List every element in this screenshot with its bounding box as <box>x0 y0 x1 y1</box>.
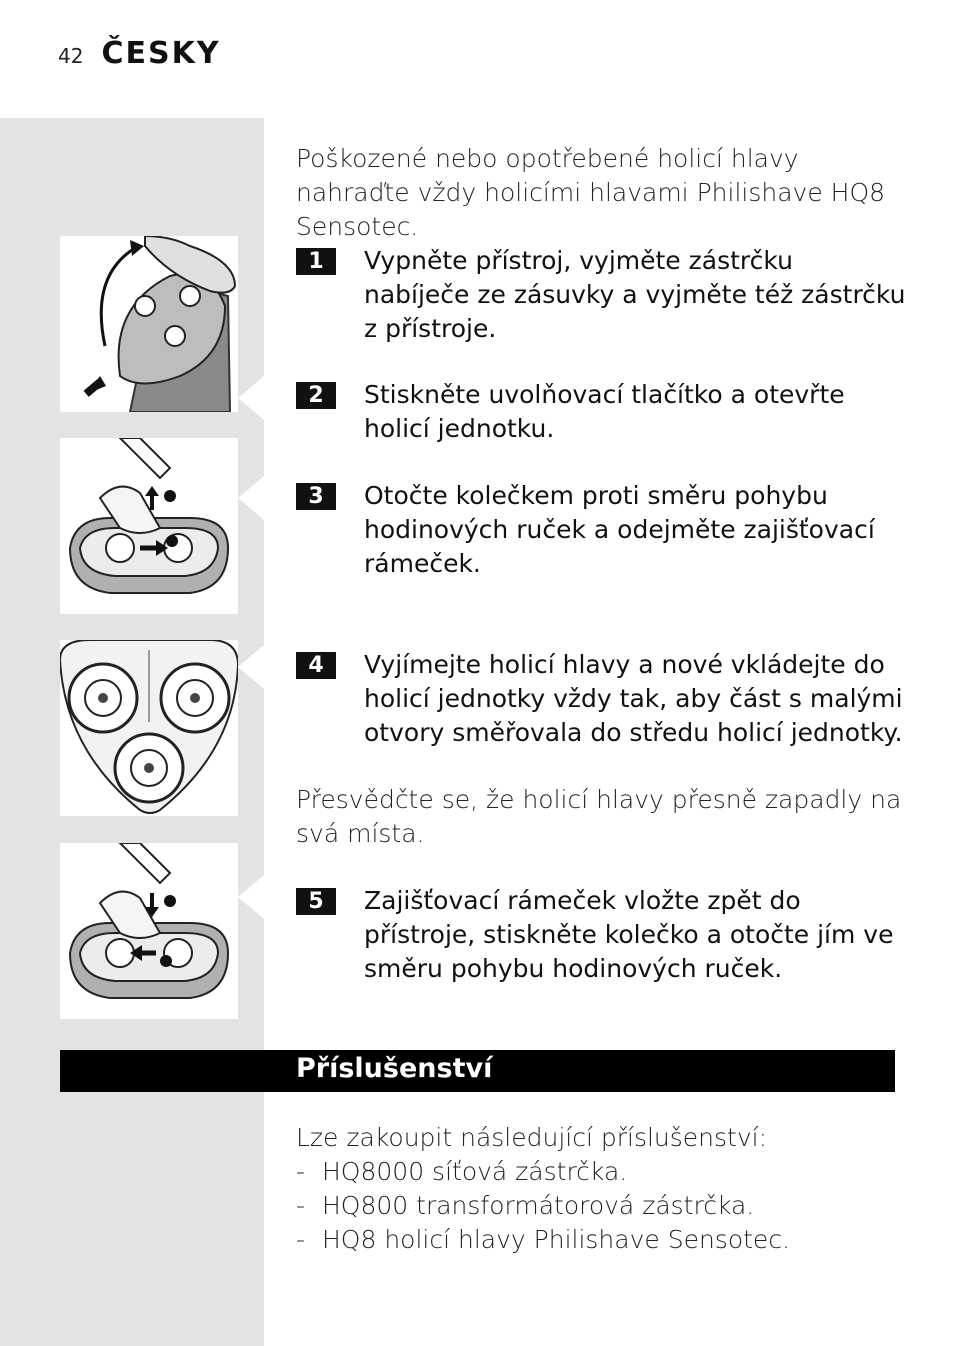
step-text: Stiskněte uvolňovací tlačítko a otevřte holicí jednotku. <box>364 380 845 443</box>
step-text: Otočte kolečkem proti směru pohybu hodinových ruček a odejměte zajišťovací rámeček. <box>364 481 875 578</box>
illustration-open-shaver <box>60 236 238 412</box>
accessories-intro: Lze zakoupit následující příslušenství: <box>296 1123 768 1152</box>
accessories-list <box>296 1155 904 1257</box>
list-item: - HQ8000 síťová zástrčka. <box>296 1155 904 1189</box>
intro-paragraph: Poškozené nebo opotřebené holicí hlavy nahraďte vždy holicími hlavami Philishave HQ8 Sensotec. <box>296 144 886 241</box>
illustration-pointer <box>238 376 264 420</box>
section-header-bar <box>60 1050 895 1092</box>
illustration-pointer <box>238 875 264 919</box>
illustration-insert-frame <box>60 843 238 1019</box>
illustration-remove-frame <box>60 438 238 614</box>
language-heading: ČESKY <box>101 36 221 71</box>
list-item: - HQ8 holicí hlavy Philishave Sensotec. <box>296 1223 904 1257</box>
illustration-shaving-heads <box>60 640 238 816</box>
page-header <box>58 36 221 71</box>
note-paragraph: Přesvědčte se, že holicí hlavy přesně zapadly na svá místa. <box>296 785 902 848</box>
step-text: Vypněte přístroj, vyjměte zástrčku nabíječe ze zásuvky a vyjměte též zástrčku z přístroje. <box>364 246 906 343</box>
step-number: 3 <box>296 483 336 510</box>
step-text: Zajišťovací rámeček vložte zpět do přístroje, stiskněte kolečko a otočte jím ve směru pohybu hodinových ruček. <box>364 886 894 983</box>
step-number: 4 <box>296 652 336 679</box>
step-text: Vyjímejte holicí hlavy a nové vkládejte do holicí jednotky vždy tak, aby část s malými otvory směřovala do středu holicí jednotky. <box>364 650 903 747</box>
illustration-pointer <box>238 645 264 689</box>
step-number: 1 <box>296 248 336 275</box>
step-number: 2 <box>296 382 336 409</box>
step-number: 5 <box>296 888 336 915</box>
illustration-pointer <box>238 476 264 520</box>
section-title: Příslušenství <box>296 1053 493 1084</box>
accessories-block <box>296 1121 904 1257</box>
page-number: 42 <box>58 44 84 68</box>
list-item: - HQ800 transformátorová zástrčka. <box>296 1189 904 1223</box>
